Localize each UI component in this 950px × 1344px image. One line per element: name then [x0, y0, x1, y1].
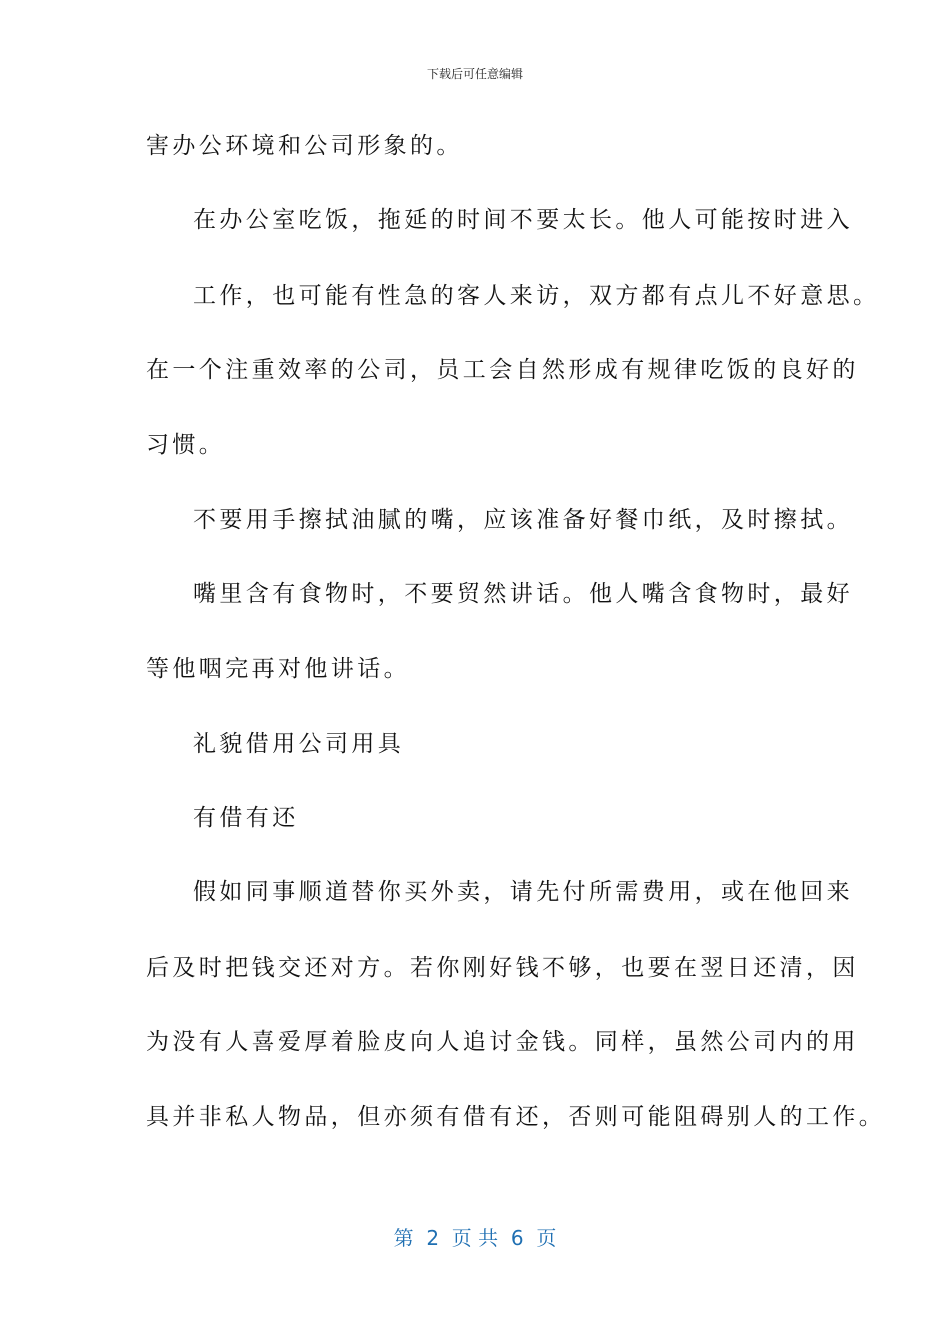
section-subheading: 有借有还	[193, 805, 299, 831]
paragraph-line: 习惯。	[146, 432, 226, 458]
paragraph-line: 在一个注重效率的公司，员工会自然形成有规律吃饭的良好的	[146, 357, 859, 383]
paragraph-line: 不要用手擦拭油腻的嘴，应该准备好餐巾纸，及时擦拭。	[193, 507, 853, 533]
paragraph-line: 假如同事顺道替你买外卖，请先付所需费用，或在他回来	[193, 879, 853, 905]
paragraph-line: 工作，也可能有性急的客人来访，双方都有点儿不好意思。	[193, 283, 880, 309]
paragraph-line: 具并非私人物品，但亦须有借有还，否则可能阻碍别人的工作。	[146, 1104, 886, 1130]
section-heading: 礼貌借用公司用具	[193, 731, 405, 757]
paragraph-line: 在办公室吃饭，拖延的时间不要太长。他人可能按时进入	[193, 207, 853, 233]
paragraph-line: 害办公环境和公司形象的。	[146, 133, 463, 159]
paragraph-line: 嘴里含有食物时，不要贸然讲话。他人嘴含食物时，最好	[193, 581, 853, 607]
paragraph-line: 等他咽完再对他讲话。	[146, 656, 410, 682]
paragraph-line: 后及时把钱交还对方。若你刚好钱不够，也要在翌日还清，因	[146, 955, 859, 981]
page-header-note: 下载后可任意编辑	[426, 67, 523, 81]
paragraph-line: 为没有人喜爱厚着脸皮向人追讨金钱。同样，虽然公司内的用	[146, 1029, 859, 1055]
page-number-footer: 第 2 页 共 6 页	[393, 1226, 557, 1250]
